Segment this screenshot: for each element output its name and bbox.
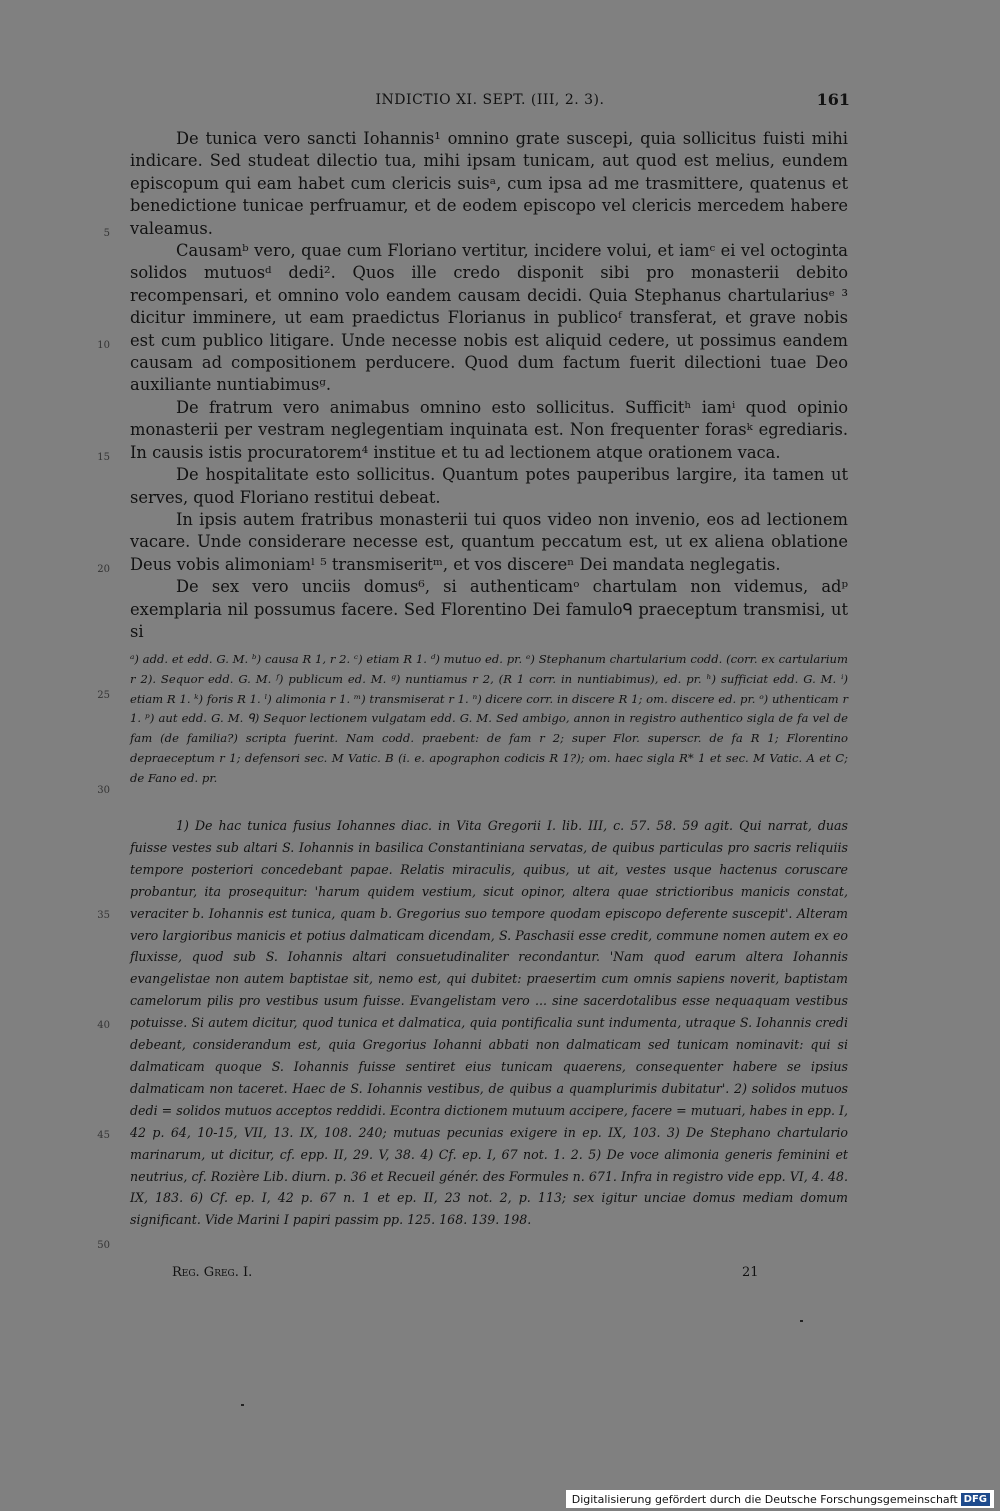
- line-number: 40: [97, 1020, 110, 1031]
- line-number: 35: [97, 910, 110, 921]
- paragraph: Causamᵇ vero, quae cum Floriano vertitur, incidere volui, et iamᶜ ei vel octoginta solidos mutuosᵈ dedi². Quos ille credo disponit sibi pro monasterii debito recompensari, et omnino volo eandem causam decidi. Quia Stephanus chartulariusᵉ ³ dicitur imminere, ut eam praedictus Florianus in publicoᶠ transferat, et grave nobis est cum publico litigare. Unde necesse nobis est aliquid cedere, ut possimus eandem causam ad compositionem perducere. Quod dum factum fuerit dilectioni tuae Deo auxiliante nuntiabimusᵍ.: [130, 241, 848, 395]
- digitization-banner: [566, 1490, 994, 1508]
- line-number: 25: [97, 690, 110, 701]
- line-number: 50: [97, 1240, 110, 1251]
- running-title: INDICTIO XI. SEPT. (III, 2. 3).: [375, 92, 605, 108]
- page-footer: [130, 1265, 848, 1287]
- line-number: 45: [97, 1130, 110, 1141]
- apparatus-notes: ᵃ) add. et edd. G. M. ᵇ) causa R 1, r 2. ᶜ) etiam R 1. ᵈ) mutuo ed. pr. ᵉ) Stephanum chartularium codd. (corr. ex cartularium r 2). Sequor edd. G. M. ᶠ) publicum ed. M. ᵍ) nuntiamus r 2, (R 1 corr. in nuntiabimus), ed. pr. ʰ) sufficiat edd. G. M. ⁱ) etiam R 1. ᵏ) foris R 1. ˡ) alimonia r 1. ᵐ) transmiserat r 1. ⁿ) dicere corr. in discere R 1; om. discere ed. pr. ᵒ) uthenticam r 1. ᵖ) aut edd. G. M. ᑫ) Sequor lectionem vulgatam edd. G. M. Sed ambigo, annon in registro authentico sigla de fa vel de fam (de familia?) scripta fuerint. Nam codd. praebent: de fam r 2; super Flor. superscr. de fa R 1; Florentino depraeceptum r 1; defensori sec. M Vatic. B (i. e. apographon codicis R 1?); om. haec sigla R* 1 et sec. M Vatic. A et C; de Fano ed. pr.: [130, 652, 848, 785]
- paragraph: In ipsis autem fratribus monasterii tui quos video non invenio, eos ad lectionem vacare. Unde considerare necesse est, quantum peccatum est, ut ex aliena oblatione Deus vobis alimoniamˡ ⁵ transmiseritᵐ, et vos discereⁿ Dei mandata neglegatis.: [130, 509, 848, 574]
- main-text: [130, 128, 848, 643]
- scan-speck: [800, 1320, 803, 1322]
- line-number: 10: [97, 340, 110, 351]
- line-number: 15: [97, 452, 110, 463]
- banner-text: Digitalisierung gefördert durch die Deutsche Forschungsgemeinschaft: [571, 1492, 958, 1506]
- scan-speck: [241, 1404, 244, 1406]
- commentary-notes: [130, 815, 848, 1231]
- line-number: 5: [103, 228, 110, 239]
- paragraph: De hospitalitate esto sollicitus. Quantum potes pauperibus largire, ita tamen ut serves, quod Floriano restitui debeat.: [130, 465, 848, 507]
- dfg-logo: DFG: [961, 1493, 990, 1506]
- paragraph: De sex vero unciis domus⁶, si authenticamᵒ chartulam non videmus, adᵖ exemplaria nil possumus facere. Sed Florentino Dei famuloᑫ praeceptum transmisi, ut si: [130, 577, 848, 641]
- line-number: 30: [97, 785, 110, 796]
- page-number: 161: [816, 90, 850, 109]
- signature-mark: Reg. Greg. I.: [172, 1265, 253, 1280]
- critical-apparatus: [130, 650, 848, 789]
- gathering-number: 21: [742, 1265, 759, 1280]
- paragraph: De fratrum vero animabus omnino esto sollicitus. Sufficitʰ iamⁱ quod opinio monasterii per vestram neglegentiam inquinata est. Non frequenter forasᵏ egrediaris. In causis istis procuratorem⁴ institue et tu ad lectionem atque orationem vaca.: [130, 397, 848, 462]
- line-number: 20: [97, 564, 110, 575]
- paragraph: De tunica vero sancti Iohannis¹ omnino grate suscepi, quia sollicitus fuisti mihi indicare. Sed studeat dilectio tua, mihi ipsam tunicam, aut quod est melius, eundem episcopum qui eam habet cum clericis suisᵃ, cum ipsa ad me trasmittere, quatenus et benedictione tunicae perfruamur, et de eodem episcopo vel clericis mercedem habere valeamus.: [130, 129, 848, 238]
- commentary-text: 1) De hac tunica fusius Iohannes diac. in Vita Gregorii I. lib. III, c. 57. 58. 59 agit. Qui narrat, duas fuisse vestes sub altari S. Iohannis in basilica Constantiniana servatas, de quibus particulas pro sacris reliquiis tempore posteriori concedebant papae. Relatis miraculis, quibus, ut ait, vestes usque hactenus coruscare probantur, ita prosequitur: 'harum quidem vestium, sicut opinor, altera quae strictioribus manicis constat, veraciter b. Iohannis est tunica, quam b. Gregorius suo tempore quodam episcopo deferente suscepit'. Alteram vero largioribus manicis et potius dalmaticam dicendam, S. Paschasii esse credit, commune nomen autem ex eo fluxisse, quod sub S. Iohannis altari consuetudinaliter recondantur. 'Nam quod earum altera Iohannis evangelistae non autem baptistae sit, nemo est, qui dubitet: praesertim cum omnis sapiens noverit, baptistam camelorum pilis pro vestibus usum fuisse. Evangelistam vero ... sine sacerdotalibus esse nequaquam vestibus potuisse. Si autem dicitur, quod tunica et dalmatica, quia pontificalia sunt indumenta, utraque S. Iohannis credi debeant, considerandum est, quia Gregorius Iohanni abbati non dalmaticam sed tunicam nominavit: qui si dalmaticam quoque S. Iohannis fuisse sentiret eius tunicam quaerens, consequenter habere se ipsius dalmaticam non taceret. Haec de S. Iohannis vestibus, de quibus a quamplurimis dubitatur'. 2) solidos mutuos dedi = solidos mutuos acceptos reddidi. Econtra dictionem mutuum accipere, facere = mutuari, habes in epp. I, 42 p. 64, 10-15, VII, 13. IX, 108. 240; mutuas pecunias exigere in ep. IX, 103. 3) De Stephano chartulario marinarum, ut dicitur, cf. epp. II, 29. V, 38. 4) Cf. ep. I, 67 not. 1. 2. 5) De voce alimonia generis feminini et neutrius, cf. Rozière Lib. diurn. p. 36 et Recueil génér. des Formules n. 671. Infra in registro vide epp. VI, 4. 48. IX, 183. 6) Cf. ep. I, 42 p. 67 n. 1 et ep. II, 23 not. 2, p. 113; sex igitur unciae domus mediam domum significant. Vide Marini I papiri passim pp. 125. 168. 139. 198.: [130, 818, 848, 1228]
- running-header: [130, 92, 850, 116]
